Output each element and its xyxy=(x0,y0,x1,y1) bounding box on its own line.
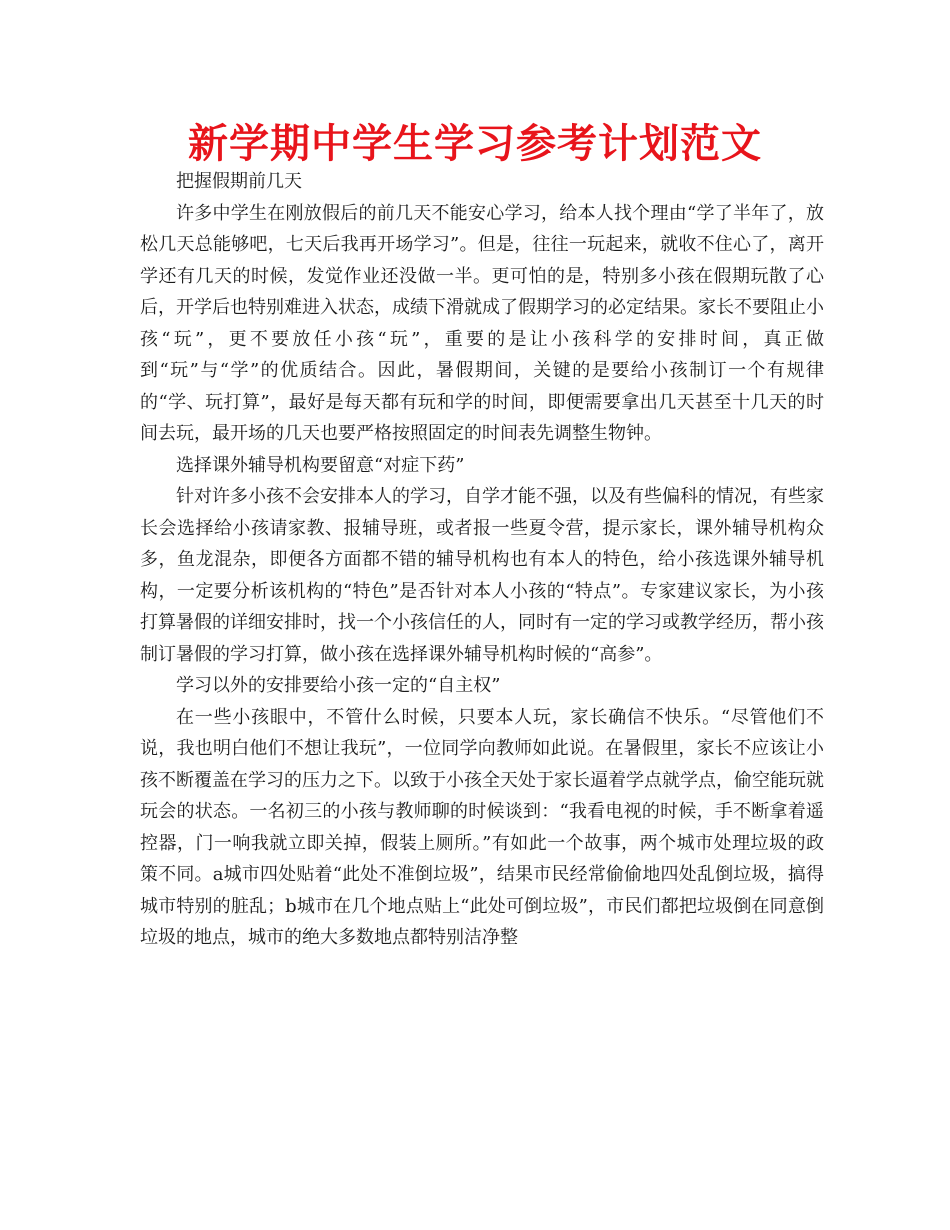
document-body xyxy=(140,166,824,954)
section-heading: 把握假期前几天 xyxy=(176,171,302,192)
body-paragraph: 针对许多小孩不会安排本人的学习，自学才能不强，以及有些偏科的情况，有些家长会选择给小孩请家教、报辅导班，或者报一些夏令营，提示家长，课外辅导机构众多，鱼龙混杂，即便各方面都不错的辅导机构也有本人的特色，给小孩选课外辅导机构，一定要分析该机构的“特色”是否针对本人小孩的“特点”。专家建议家长，为小孩打算暑假的详细安排时，找一个小孩信任的人，同时有一定的学习或教学经历，帮小孩制订暑假的学习打算，做小孩在选择课外辅导机构时候的“高参”。 xyxy=(140,486,824,665)
section-heading: 选择课外辅导机构要留意“对症下药” xyxy=(176,454,465,476)
body-paragraph: 许多中学生在刚放假后的前几天不能安心学习，给本人找个理由“学了半年了，放松几天总能够吧，七天后我再开场学习”。但是，往往一玩起来，就收不住心了，离开学还有几天的时候，发觉作业还没做一半。更可怕的是，特别多小孩在假期玩散了心后，开学后也特别难进入状态，成绩下滑就成了假期学习的必定结果。家长不要阻止小孩“玩”，更不要放任小孩“玩”，重要的是让小孩科学的安排时间，真正做到“玩”与“学”的优质结合。因此，暑假期间，关键的是要给小孩制订一个有规律的“学、玩打算”，最好是每天都有玩和学的时间，即便需要拿出几天甚至十几天的时间去玩，最开场的几天也要严格按照固定的时间表先调整生物钟。 xyxy=(140,202,824,444)
document-title: 新学期中学生学习参考计划范文 xyxy=(188,121,762,167)
body-paragraph: 在一些小孩眼中，不管什么时候，只要本人玩，家长确信不快乐。“尽管他们不说，我也明白他们不想让我玩”，一位同学向教师如此说。在暑假里，家长不应该让小孩不断覆盖在学习的压力之下。以致于小孩全天处于家长逼着学点就学点，偷空能玩就玩会的状态。一名初三的小孩与教师聊的时候谈到：“我看电视的时候，手不断拿着遥控器，门一响我就立即关掉，假装上厕所。”有如此一个故事，两个城市处理垃圾的政策不同。a城市四处贴着“此处不准倒垃圾”，结果市民经常偷偷地四处乱倒垃圾，搞得城市特别的脏乱；b城市在几个地点贴上“此处可倒垃圾”，市民们都把垃圾倒在同意倒垃圾的地点，城市的绝大多数地点都特别洁净整 xyxy=(140,706,824,948)
section-heading: 学习以外的安排要给小孩一定的“自主权” xyxy=(176,675,501,696)
